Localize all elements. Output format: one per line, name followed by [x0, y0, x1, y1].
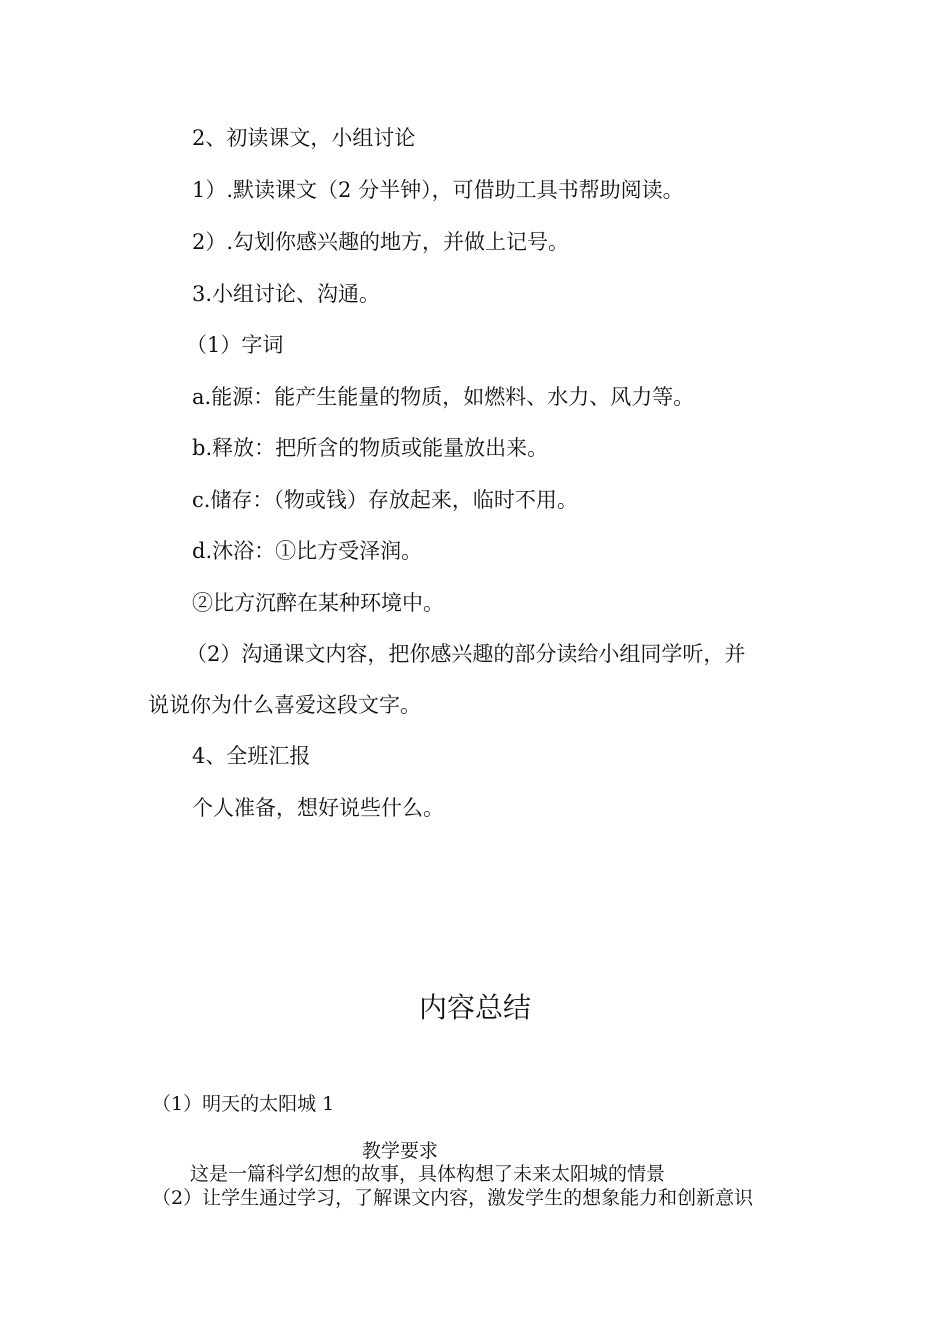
vocab-store: c.储存：（物或钱）存放起来，临时不用。 [192, 488, 578, 512]
step-silent-reading: 1）.默读课文（2 分半钟），可借助工具书帮助阅读。 [192, 178, 684, 202]
vocab-bathe-2: ②比方沉醉在某种环境中。 [192, 591, 444, 615]
section-heading-discussion: 3.小组讨论、沟通。 [192, 282, 381, 306]
subheading-communicate-cont: 说说你为什么喜爱这段文字。 [148, 693, 421, 717]
step-prepare: 个人准备，想好说些什么。 [192, 796, 444, 820]
section-heading-report: 4、全班汇报 [192, 744, 311, 768]
requirement-text: 这是一篇科学幻想的故事，具体构想了未来太阳城的情景 [190, 1163, 666, 1185]
summary-item-1: （1）明天的太阳城 1 [152, 1093, 335, 1115]
summary-item-2: （2）让学生通过学习，了解课文内容，激发学生的想象能力和创新意识 [152, 1187, 754, 1209]
summary-title: 内容总结 [418, 991, 531, 1024]
step-marking: 2）.勾划你感兴趣的地方，并做上记号。 [192, 230, 570, 254]
vocab-energy: a.能源：能产生能量的物质，如燃料、水力、风力等。 [192, 385, 695, 409]
subheading-communicate: （2）沟通课文内容，把你感兴趣的部分读给小组同学听，并 [186, 642, 746, 666]
section-heading-reading: 2、初读课文，小组讨论 [192, 126, 416, 150]
vocab-release: b.释放：把所含的物质或能量放出来。 [192, 436, 549, 460]
subheading-vocabulary: （1）字词 [186, 333, 284, 357]
vocab-bathe-1: d.沐浴：①比方受泽润。 [192, 539, 423, 563]
requirement-heading: 教学要求 [362, 1140, 439, 1162]
